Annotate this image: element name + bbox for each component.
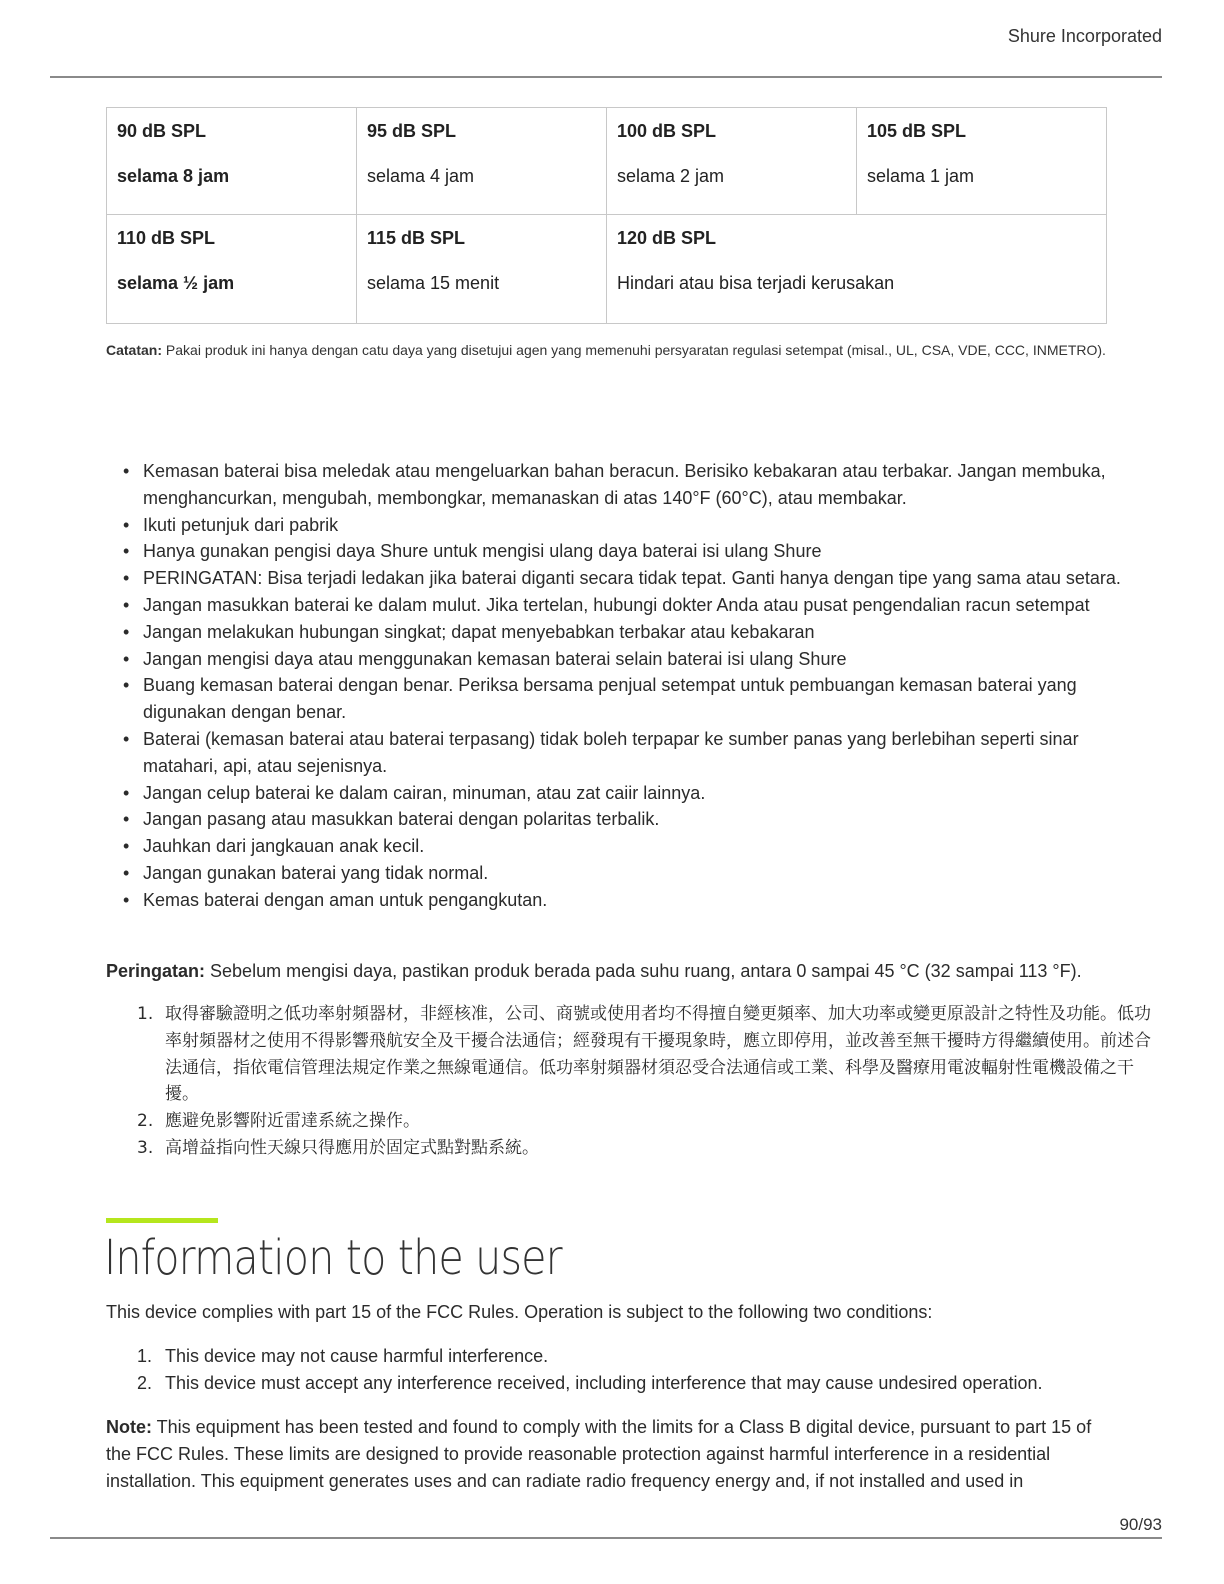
list-item: • Jangan gunakan baterai yang tidak normal.	[143, 860, 1143, 887]
list-item: • Buang kemasan baterai dengan benar. Periksa bersama penjual setempat untuk pembuangan kemasan baterai yang digunakan dengan benar.	[143, 672, 1143, 726]
spl-exposure-table	[106, 107, 1107, 324]
footer-divider	[50, 1537, 1162, 1539]
spl-level: 95 dB SPL	[367, 121, 457, 141]
table-cell	[357, 108, 607, 215]
list-number: 3.	[137, 1137, 154, 1158]
list-item: • Kemasan baterai bisa meledak atau mengeluarkan bahan beracun. Berisiko kebakaran atau terbakar. Jangan membuka, menghancurkan, mengubah, membongkar, memanaskan di atas 140°F (60°C), atau membakar.	[143, 458, 1143, 512]
catatan-text: Pakai produk ini hanya dengan catu daya yang disetujui agen yang memenuhi persyaratan regulasi setempat (misal., UL, CSA, VDE, CCC, INMETRO).	[162, 342, 1106, 358]
spl-level: 90 dB SPL	[117, 121, 207, 141]
table-cell	[857, 108, 1107, 215]
fcc-note-text: This equipment has been tested and found to comply with the limits for a Class B digital device, pursuant to part 15 of the FCC Rules. These limits are designed to provide reasonable protection against harmful interference in a residential installation. This equipment generates uses and can radiate radio frequency energy and, if not installed and used in	[106, 1417, 1092, 1491]
list-item: • Hanya gunakan pengisi daya Shure untuk mengisi ulang daya baterai isi ulang Shure	[143, 538, 1143, 565]
spl-duration: Hindari atau bisa terjadi kerusakan	[617, 273, 895, 293]
spl-level: 105 dB SPL	[867, 121, 967, 141]
catatan-label: Catatan:	[106, 342, 163, 358]
list-item: • Jauhkan dari jangkauan anak kecil.	[143, 833, 1143, 860]
fcc-note	[106, 1414, 1106, 1494]
battery-warning-list	[106, 458, 1143, 914]
list-text: This device must accept any interference received, including interference that may cause undesired operation.	[165, 1372, 1043, 1393]
list-item	[137, 1343, 1165, 1370]
list-text: 應避免影響附近雷達系統之操作。	[165, 1111, 420, 1132]
list-item: • Kemas baterai dengan aman untuk pengangkutan.	[143, 887, 1143, 914]
page-number: 90/93	[1119, 1515, 1162, 1534]
spl-duration: selama 8 jam	[117, 166, 230, 186]
spl-level: 120 dB SPL	[617, 228, 717, 248]
peringatan-note	[106, 958, 1106, 984]
fcc-note-label: Note:	[106, 1417, 152, 1437]
fcc-intro: This device complies with part 15 of the FCC Rules. Operation is subject to the following two conditions:	[106, 1302, 933, 1322]
list-item: • Ikuti petunjuk dari pabrik	[143, 512, 1143, 539]
spl-duration: selama 1 jam	[867, 166, 975, 186]
spl-level: 110 dB SPL	[117, 228, 216, 248]
list-item	[137, 1135, 1165, 1162]
table-row	[107, 215, 1107, 324]
list-item: • Jangan celup baterai ke dalam cairan, minuman, atau zat caiir lainnya.	[143, 780, 1143, 807]
list-item: • Jangan melakukan hubungan singkat; dapat menyebabkan terbakar atau kebakaran	[143, 619, 1143, 646]
list-number: 2.	[137, 1111, 154, 1132]
table-row	[107, 108, 1107, 215]
table-cell	[357, 215, 607, 324]
fcc-conditions-list	[106, 1343, 1165, 1397]
peringatan-text: Sebelum mengisi daya, pastikan produk berada pada suhu ruang, antara 0 sampai 45 °C (32 sampai 113 °F).	[205, 961, 1082, 981]
spl-level: 100 dB SPL	[617, 121, 717, 141]
list-item	[137, 1370, 1165, 1397]
spl-duration: selama ½ jam	[117, 273, 235, 293]
peringatan-label: Peringatan:	[106, 961, 206, 981]
list-item: • Jangan pasang atau masukkan baterai dengan polaritas terbalik.	[143, 806, 1143, 833]
list-text: 取得審驗證明之低功率射頻器材，非經核准，公司、商號或使用者均不得擅自變更頻率、加大功率或變更原設計之特性及功能。低功率射頻器材之使用不得影響飛航安全及干擾合法通信；經發現有干擾現象時，應立即停用，並改善至無干擾時方得繼續使用。前述合法通信，指依電信管理法規定作業之無線電通信。低功率射頻器材須忍受合法通信或工業、科學及醫療用電波輻射性電機設備之干擾。	[165, 1004, 1151, 1105]
taiwan-ncc-list	[106, 1001, 1165, 1162]
list-item: • Jangan masukkan baterai ke dalam mulut. Jika tertelan, hubungi dokter Anda atau pusat pengendalian racun setempat	[143, 592, 1143, 619]
list-number: 1.	[137, 1346, 153, 1366]
list-item: • Baterai (kemasan baterai atau baterai terpasang) tidak boleh terpapar ke sumber panas yang berlebihan seperti sinar matahari, api, atau sejenisnya.	[143, 726, 1143, 780]
list-number: 1.	[137, 1004, 154, 1024]
header-divider	[50, 76, 1162, 78]
spl-duration: selama 4 jam	[367, 166, 475, 186]
section-accent-bar	[106, 1218, 218, 1223]
table-cell	[107, 108, 357, 215]
table-cell	[607, 215, 1107, 324]
spl-level: 115 dB SPL	[367, 228, 466, 248]
list-text: 高增益指向性天線只得應用於固定式點對點系統。	[165, 1137, 539, 1158]
section-title: Information to the user	[104, 1230, 562, 1286]
list-item: • PERINGATAN: Bisa terjadi ledakan jika baterai diganti secara tidak tepat. Ganti hanya dengan tipe yang sama atau setara.	[143, 565, 1143, 592]
list-item	[137, 1108, 1165, 1135]
header-company-name: Shure Incorporated	[1007, 26, 1162, 46]
spl-duration: selama 2 jam	[617, 166, 725, 186]
catatan-note	[106, 340, 1106, 361]
list-number: 2.	[137, 1372, 153, 1393]
table-cell	[107, 215, 357, 324]
spl-duration: selama 15 menit	[367, 273, 500, 293]
table-cell	[607, 108, 857, 215]
list-item	[137, 1001, 1165, 1108]
list-item: • Jangan mengisi daya atau menggunakan kemasan baterai selain baterai isi ulang Shure	[143, 646, 1143, 673]
list-text: This device may not cause harmful interference.	[165, 1346, 549, 1366]
